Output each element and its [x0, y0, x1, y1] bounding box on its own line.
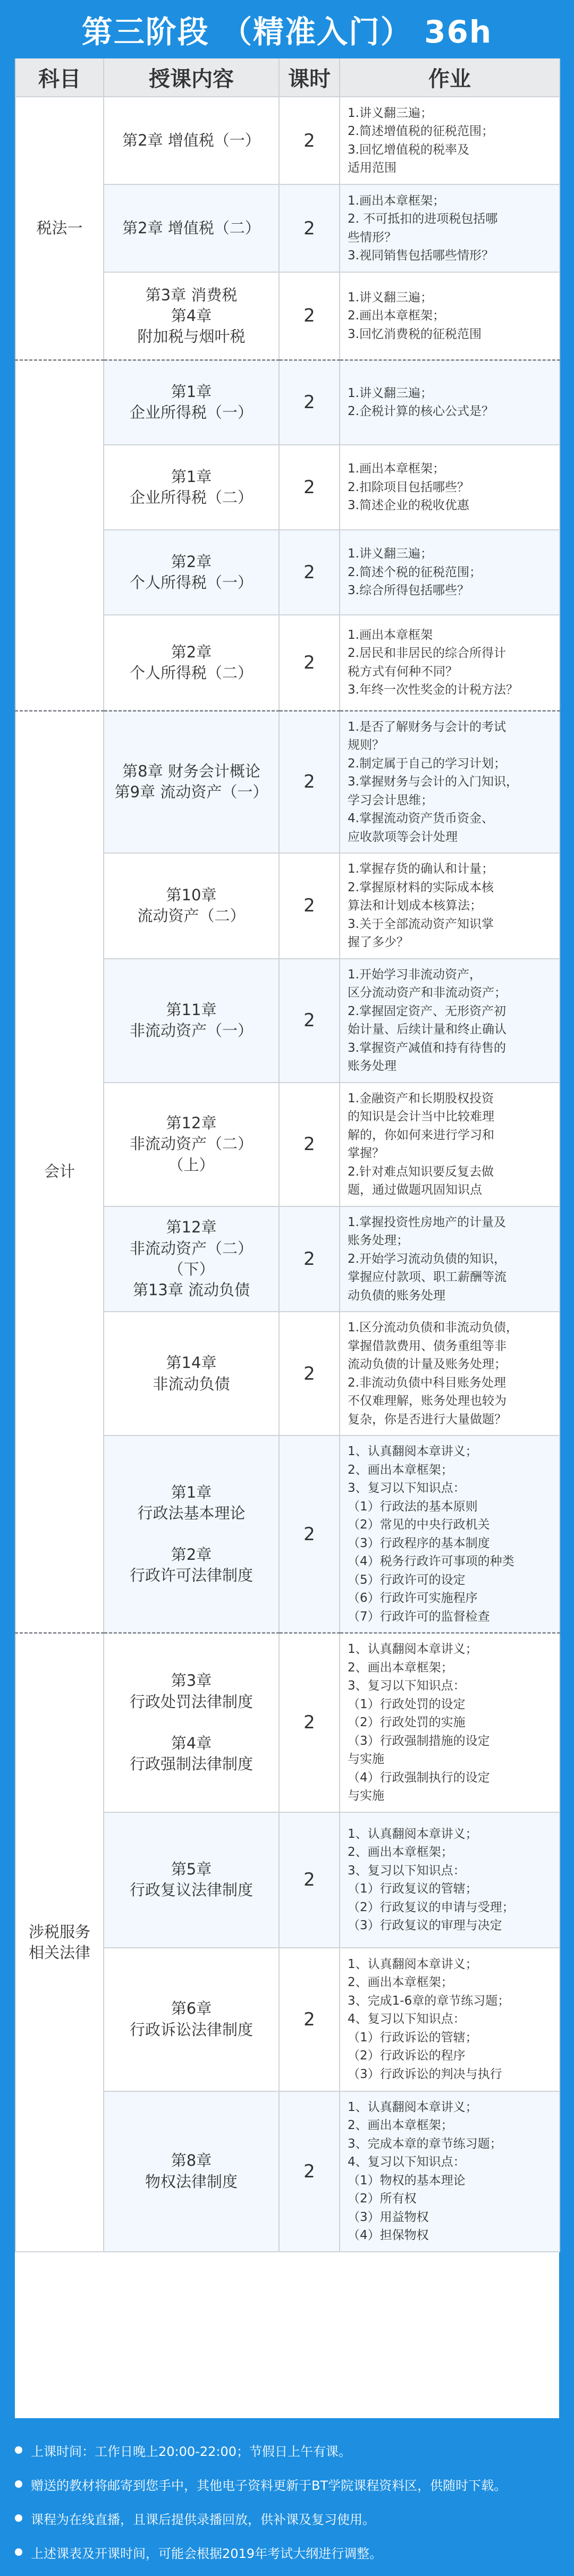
note-text: 赠送的教材将邮寄到您手中，其他电子资料更新于BT学院课程资料区，供随时下载。 [31, 2478, 507, 2493]
homework-line: 税方式有何种不同？ [348, 664, 458, 679]
schedule-card [15, 0, 559, 2418]
bullet-dot-icon [15, 2446, 22, 2454]
hours-cell: 2 [279, 711, 340, 853]
course-content-line: 第8章 财务会计概论 [122, 762, 260, 781]
homework-cell [340, 97, 560, 184]
course-content-cell [104, 615, 279, 711]
hours-cell: 2 [279, 272, 340, 360]
course-content-line: 非流动资产（二） [129, 1135, 253, 1153]
course-content-cell [104, 1206, 279, 1312]
homework-line: （2）行政复议的申请与受理； [348, 1900, 514, 1914]
header-content: 授课内容 [104, 58, 279, 97]
bullet-dot-icon [15, 2480, 22, 2488]
homework-cell [340, 1948, 560, 2091]
homework-line: 1.金融资产和长期股权投资 [348, 1091, 494, 1105]
homework-line: 2、画出本章框架； [348, 1660, 453, 1675]
note-text: 上述课表及开课时间，可能会根据2019年考试大纲进行调整。 [31, 2546, 383, 2561]
homework-line: 2.画出本章框架； [348, 309, 445, 323]
homework-line: 应收款项等会计处理 [348, 830, 458, 844]
course-content-cell [104, 97, 279, 184]
course-content-line: 第3章 [171, 1671, 212, 1690]
hours-cell: 2 [279, 1312, 340, 1435]
subject-label: 会计 [44, 1162, 75, 1181]
course-content-line: 行政复议法律制度 [129, 1881, 253, 1899]
homework-line: 1.开始学习非流动资产， [348, 967, 482, 982]
homework-line: （4）担保物权 [348, 2228, 429, 2242]
hours-cell: 2 [279, 1083, 340, 1206]
note-text: 课程为在线直播，且课后提供录播回放，供补课及复习使用。 [31, 2512, 375, 2527]
hours-cell: 2 [279, 360, 340, 445]
note-item [15, 2535, 559, 2569]
course-content-cell [104, 1435, 279, 1633]
homework-cell [340, 853, 560, 959]
hours-cell: 2 [279, 530, 340, 615]
homework-line: 区分流动资产和非流动资产； [348, 986, 507, 1000]
schedule-body [15, 97, 560, 2252]
homework-line: 4.掌握流动资产货币资金、 [348, 812, 494, 825]
homework-cell [340, 530, 560, 615]
homework-cell [340, 1812, 560, 1948]
course-content-line: 行政诉讼法律制度 [129, 2020, 253, 2039]
homework-line: （1）行政法的基本原则 [348, 1499, 478, 1514]
course-content-cell [104, 530, 279, 615]
course-content-cell [104, 1948, 279, 2091]
homework-line: 1.掌握存货的确认和计量； [348, 862, 494, 876]
homework-line: 1、认真翻阅本章讲义； [348, 2100, 478, 2114]
note-item [15, 2501, 559, 2535]
course-content-cell [104, 272, 279, 360]
homework-line: （1）行政复议的管辖； [348, 1882, 478, 1896]
homework-line: （1）物权的基本理论 [348, 2173, 466, 2188]
homework-cell [340, 1435, 560, 1633]
table-row [15, 711, 560, 853]
course-content-line [107, 1524, 275, 1544]
homework-line: （5）行政许可的设定 [348, 1573, 466, 1587]
course-content-line: 行政强制法律制度 [129, 1754, 253, 1773]
subject-label: 税法一 [36, 218, 83, 237]
course-content-cell [104, 1312, 279, 1435]
course-content-line: 第9章 流动资产（一） [114, 783, 268, 801]
homework-line: 1.区分流动负债和非流动负债， [348, 1321, 518, 1335]
homework-line: （2）行政诉讼的程序 [348, 2049, 466, 2063]
course-content-line [107, 1712, 275, 1733]
homework-cell [340, 272, 560, 360]
course-content-cell [104, 959, 279, 1083]
homework-line: 握了多少？ [348, 935, 409, 949]
homework-line: 2.企税计算的核心公式是？ [348, 404, 494, 419]
homework-cell [340, 445, 560, 530]
homework-line: 3、复习以下知识点： [348, 1679, 466, 1693]
course-content-line: 第2章 [171, 643, 212, 661]
homework-cell [340, 2091, 560, 2252]
homework-line: 与实施 [348, 1789, 384, 1803]
hours-cell: 2 [279, 184, 340, 272]
hours-cell: 2 [279, 1948, 340, 2091]
header-hours: 课时 [279, 58, 340, 97]
homework-line: 2. 不可抵扣的进项税包括哪 [348, 212, 498, 226]
homework-line: （1）行政处罚的设定 [348, 1697, 466, 1711]
homework-line: 3.掌握财务与会计的入门知识， [348, 775, 518, 789]
course-content-cell [104, 1812, 279, 1948]
homework-cell [340, 959, 560, 1083]
bullet-dot-icon [15, 2548, 22, 2556]
homework-line: 1、认真翻阅本章讲义； [348, 1827, 478, 1841]
course-content-line: 第12章 [166, 1114, 217, 1133]
course-content-line: 第6章 [171, 1999, 212, 2018]
course-content-line: 第4章 [171, 306, 212, 325]
course-content-line: 第2章 [171, 1545, 212, 1564]
banner-title: 第三阶段 （精准入门） 36h [81, 14, 493, 50]
course-content-line: 第3章 消费税 [145, 285, 238, 304]
homework-line: 1、认真翻阅本章讲义； [348, 1957, 478, 1971]
course-content-line: 第12章 [166, 1218, 217, 1237]
homework-line: 3、复习以下知识点： [348, 1481, 466, 1495]
homework-line: 1、认真翻阅本章讲义； [348, 1445, 478, 1458]
hours-cell: 2 [279, 615, 340, 711]
course-content-line: 第2章 [171, 552, 212, 571]
homework-line: （2）行政处罚的实施 [348, 1716, 466, 1729]
homework-line: 2、画出本章框架； [348, 1975, 453, 1990]
course-content-line: 第14章 [166, 1354, 217, 1372]
homework-line: 1.画出本章框架 [348, 628, 433, 642]
homework-line: 2.开始学习流动负债的知识， [348, 1252, 506, 1266]
homework-line: （4）税务行政许可事项的种类 [348, 1555, 514, 1568]
course-content-line: 第10章 [166, 886, 217, 905]
homework-line: 1.讲义翻三遍； [348, 106, 433, 120]
homework-line: 账务处理； [348, 1234, 409, 1247]
homework-line: 3、复习以下知识点： [348, 1863, 466, 1878]
homework-line: （3）行政诉讼的判决与执行 [348, 2067, 502, 2081]
note-item [15, 2467, 559, 2501]
homework-cell [340, 711, 560, 853]
note-text: 上课时间：工作日晚上20:00-22:00；节假日上午有课。 [31, 2444, 351, 2459]
table-row [15, 360, 560, 445]
homework-line: 2、画出本章框架； [348, 2118, 453, 2132]
homework-line: 适用范围 [348, 161, 396, 175]
homework-line: 规则？ [348, 738, 384, 752]
table-row [15, 97, 560, 184]
course-content-line: 第1章 [171, 1483, 212, 1501]
homework-line: 与实施 [348, 1752, 384, 1766]
course-content-line: 个人所得税（一） [129, 573, 253, 592]
homework-line: 2.居民和非居民的综合所得计 [348, 646, 506, 661]
homework-line: 3.综合所得包括哪些？ [348, 584, 469, 598]
subject-label: 涉税服务 [28, 1922, 90, 1941]
homework-line: 2.简述个税的征税范围； [348, 565, 482, 579]
course-content-line: 第1章 [171, 383, 212, 401]
course-content-line: 第1章 [171, 467, 212, 486]
homework-line: （3）用益物权 [348, 2210, 429, 2224]
homework-line: 3.关于全部流动资产知识掌 [348, 917, 494, 931]
homework-line: （4）行政强制执行的设定 [348, 1770, 490, 1785]
homework-line: 2、画出本章框架； [348, 1845, 453, 1859]
hours-cell: 2 [279, 1435, 340, 1633]
course-content-line: （下） [168, 1260, 215, 1278]
hours-cell: 2 [279, 1812, 340, 1948]
homework-cell [340, 1206, 560, 1312]
course-content-line: 行政法基本理论 [137, 1504, 246, 1522]
course-content-cell [104, 711, 279, 853]
homework-line: 掌握？ [348, 1146, 384, 1160]
homework-line: （7）行政许可的监督检查 [348, 1609, 490, 1624]
course-content-cell [104, 1633, 279, 1812]
homework-line: （2）常见的中央行政机关 [348, 1518, 490, 1532]
homework-line: 2.简述增值税的征税范围； [348, 124, 494, 138]
bullet-dot-icon [15, 2514, 22, 2522]
homework-line: 解的，你如何来进行学习和 [348, 1128, 494, 1142]
homework-line: （6）行政许可实施程序 [348, 1591, 478, 1605]
hours-cell: 2 [279, 97, 340, 184]
course-content-line: 企业所得税（一） [129, 403, 253, 422]
table-header-row [15, 58, 560, 97]
subject-cell [15, 1633, 104, 2252]
schedule-table [15, 58, 560, 2252]
homework-line: 3.掌握资产减值和持有待售的 [348, 1041, 506, 1055]
homework-line: 3.年终一次性奖金的计税方法？ [348, 683, 518, 697]
course-content-line: 企业所得税（二） [129, 488, 253, 506]
course-content-cell [104, 360, 279, 445]
stage-banner [15, 0, 559, 58]
footer-notes [0, 2423, 574, 2576]
homework-line: 的知识是会计当中比较难理 [348, 1110, 494, 1124]
header-homework: 作业 [340, 58, 560, 97]
hours-cell: 2 [279, 445, 340, 530]
homework-line: 1、认真翻阅本章讲义； [348, 1642, 478, 1656]
course-content-cell [104, 2091, 279, 2252]
homework-line: 3.回忆增值税的税率及 [348, 142, 469, 157]
homework-line: 2.掌握原材料的实际成本核 [348, 880, 494, 894]
homework-line: 掌握应付款项、职工薪酬等流 [348, 1270, 507, 1284]
header-subject: 科目 [15, 58, 104, 97]
homework-line: 流动负债的计量及账务处理； [348, 1357, 507, 1371]
homework-line: 些情形？ [348, 230, 396, 244]
homework-line: 学习会计思维； [348, 793, 433, 807]
homework-line: 4、复习以下知识点： [348, 2155, 466, 2169]
homework-line: 1.画出本章框架； [348, 193, 445, 208]
homework-line: （3）行政复议的审理与决定 [348, 1919, 502, 1932]
course-content-cell [104, 853, 279, 959]
homework-cell [340, 1633, 560, 1812]
homework-cell [340, 1312, 560, 1435]
homework-line: 3.简述企业的税收优惠 [348, 499, 469, 513]
course-content-line: 第5章 [171, 1860, 212, 1878]
homework-line: 3.回忆消费税的征税范围 [348, 327, 482, 341]
homework-line: 1.讲义翻三遍； [348, 290, 433, 305]
homework-line: 2.非流动负债中科目账务处理 [348, 1375, 506, 1390]
course-content-line: 第13章 流动负债 [132, 1280, 250, 1299]
homework-line: 算法和计划成本核算法； [348, 899, 482, 913]
course-content-line: 附加税与烟叶税 [137, 327, 246, 345]
course-content-line: （上） [168, 1155, 215, 1174]
course-content-line: 第4章 [171, 1734, 212, 1752]
course-content-line: 行政处罚法律制度 [129, 1692, 253, 1711]
homework-line: 1.讲义翻三遍； [348, 386, 433, 400]
homework-line: 3、完成1-6章的章节练习题； [348, 1994, 510, 2008]
hours-cell: 2 [279, 1206, 340, 1312]
homework-line: 2.针对难点知识要反复去做 [348, 1164, 494, 1179]
course-content-line: 非流动资产（一） [129, 1021, 253, 1040]
homework-line: 1.讲义翻三遍； [348, 547, 433, 561]
course-content-line: 物权法律制度 [145, 2172, 238, 2191]
homework-line: 不仅难理解，账务处理也较为 [348, 1394, 507, 1408]
homework-line: 2.扣除项目包括哪些？ [348, 480, 469, 494]
course-content-line: 非流动资产（二） [129, 1239, 253, 1257]
homework-line: 2、画出本章框架； [348, 1463, 453, 1477]
hours-cell: 2 [279, 2091, 340, 2252]
note-item [15, 2433, 559, 2467]
hours-cell: 2 [279, 959, 340, 1083]
homework-line: 3、完成本章的章节练习题； [348, 2136, 502, 2151]
homework-line: 动负债的账务处理 [348, 1288, 445, 1303]
course-content-line: 流动资产（二） [137, 907, 246, 925]
hours-cell: 2 [279, 853, 340, 959]
homework-line: （2）所有权 [348, 2192, 417, 2206]
homework-line: （3）行政程序的基本制度 [348, 1536, 490, 1550]
course-content-line: 第8章 [171, 2151, 212, 2170]
course-content-line: 行政许可法律制度 [129, 1566, 253, 1585]
course-content-cell [104, 445, 279, 530]
homework-line: （1）行政诉讼的管辖； [348, 2030, 478, 2045]
course-content-line: 个人所得税（二） [129, 663, 253, 682]
homework-line: 掌握借款费用、债务重组等非 [348, 1339, 507, 1353]
course-content-cell [104, 1083, 279, 1206]
course-content-cell [104, 184, 279, 272]
homework-cell [340, 360, 560, 445]
course-content-line: 第11章 [166, 1000, 217, 1019]
homework-line: 3.视同销售包括哪些情形？ [348, 249, 494, 263]
homework-line: 4、复习以下知识点： [348, 2012, 466, 2026]
hours-cell: 2 [279, 1633, 340, 1812]
subject-label: 相关法律 [28, 1943, 90, 1962]
homework-line: （3）行政强制措施的设定 [348, 1734, 490, 1748]
table-row [15, 1633, 560, 1812]
subject-cell [15, 711, 104, 1633]
course-content-line: 非流动负债 [153, 1374, 230, 1393]
homework-line: 题，通过做题巩固知识点 [348, 1183, 482, 1197]
homework-cell [340, 615, 560, 711]
homework-cell [340, 1083, 560, 1206]
homework-line: 1.是否了解财务与会计的考试 [348, 720, 506, 734]
homework-line: 1.掌握投资性房地产的计量及 [348, 1215, 506, 1229]
homework-line: 2.掌握固定资产、无形资产初 [348, 1004, 506, 1018]
subject-cell [15, 97, 104, 360]
homework-line: 复杂，你是否进行大量做题？ [348, 1412, 507, 1426]
course-content-line: 第2章 增值税（一） [122, 131, 260, 149]
homework-cell [340, 184, 560, 272]
homework-line: 1.画出本章框架； [348, 462, 445, 476]
subject-cell [15, 360, 104, 711]
homework-line: 2.制定属于自己的学习计划； [348, 756, 506, 771]
homework-line: 始计量、后续计量和终止确认 [348, 1023, 507, 1036]
course-content-line: 第2章 增值税（二） [122, 218, 260, 237]
homework-line: 账务处理 [348, 1059, 396, 1073]
